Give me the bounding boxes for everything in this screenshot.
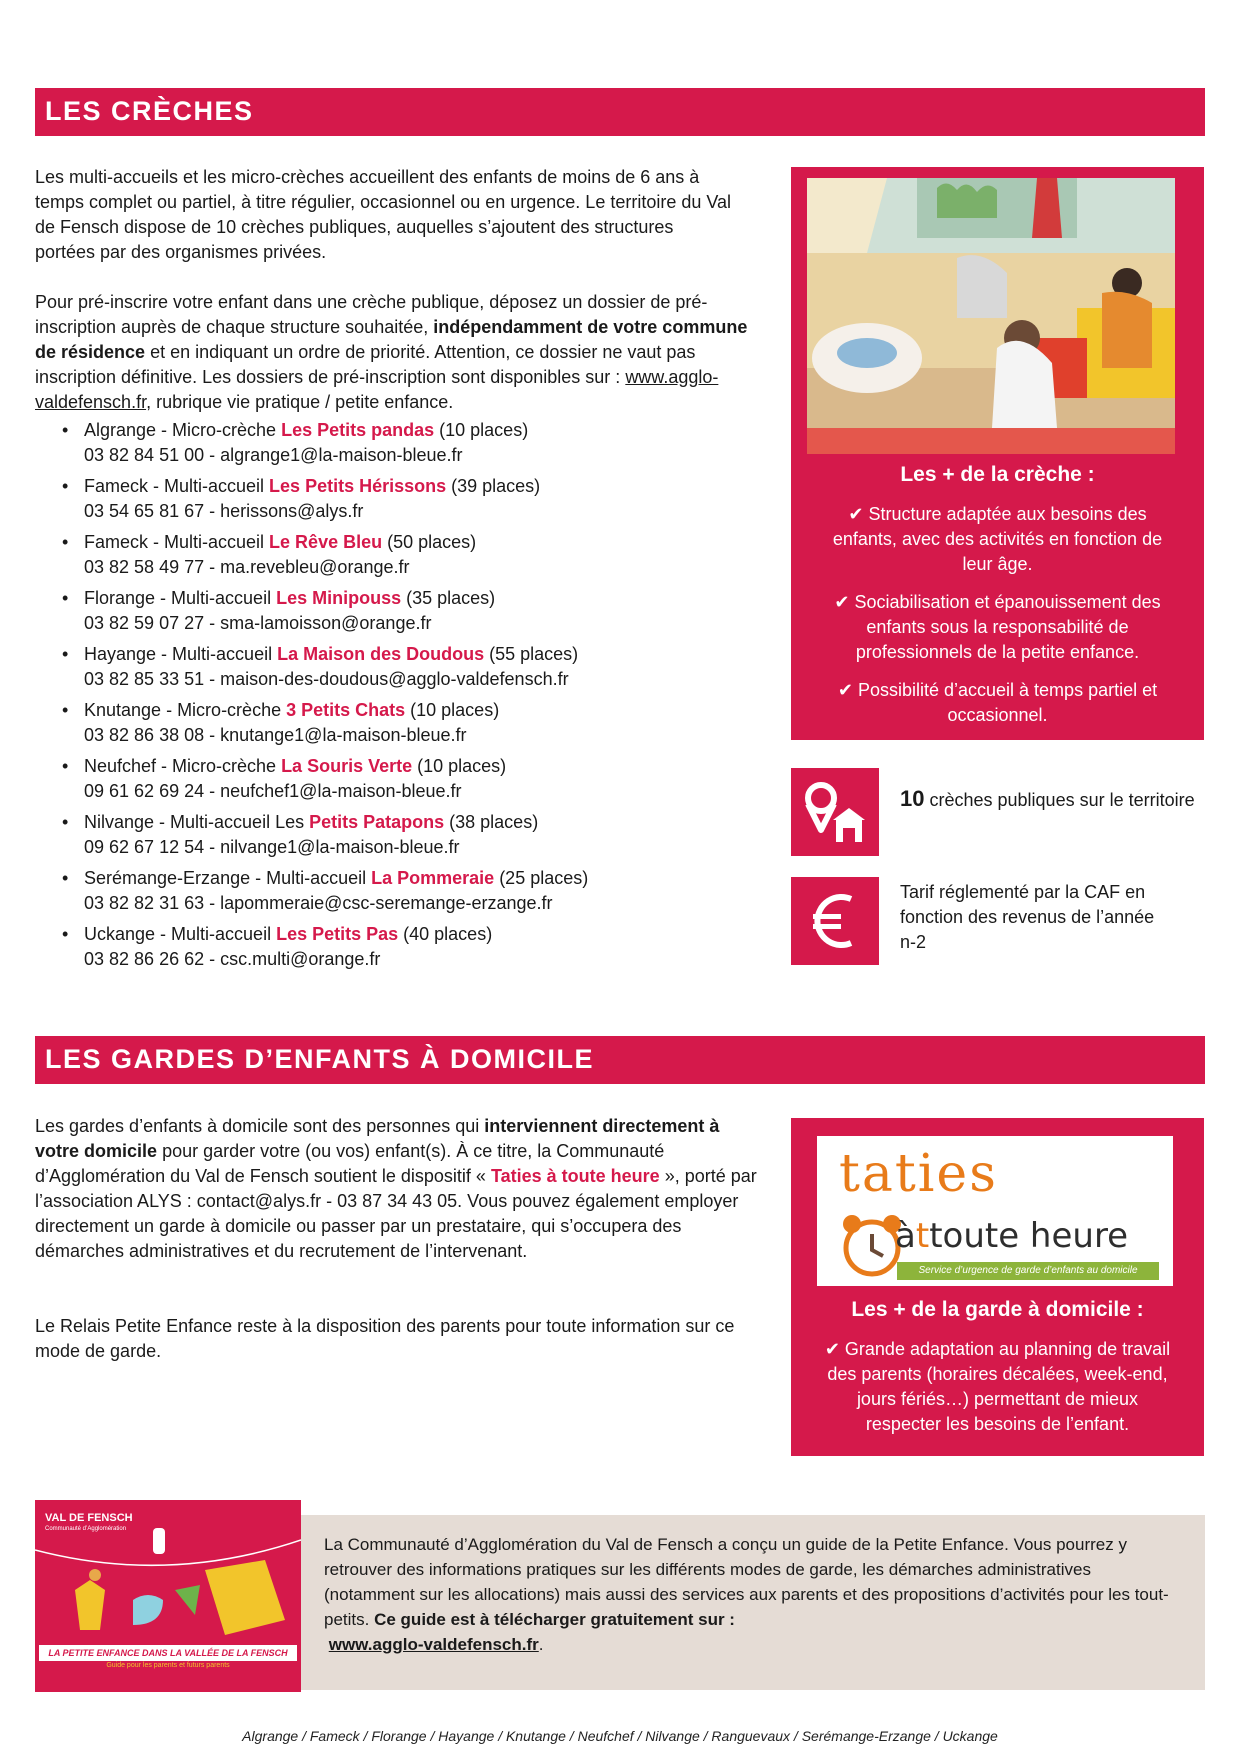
nursery-photo-illustration: [807, 178, 1175, 454]
gardes-paragraph-1: Les gardes d’enfants à domicile sont des personnes qui interviennent directement à votre domicile pour garder votre (ou vos) enfant(s). À ce titre, la Communauté d’Agglomération du Val de Fensch soutient le dispositif « Taties à toute heure », porté par l’association ALYS : contact@alys.fr - 03 87 34 43 05. Vous pouvez également employer directement un garde à domicile ou passer par un prestataire, qui s’occupera des démarches administratives et du recrutement de l’intervenant.: [35, 1116, 757, 1261]
creche-benefit-1: ✔ Structure adaptée aux besoins des enfants, avec des activités en fonction de leur âge.: [832, 504, 1163, 574]
nursery-photo: [807, 178, 1175, 454]
creche-name: Petits Patapons: [309, 812, 445, 832]
creche-benefit-2: ✔ Sociabilisation et épanouissement des enfants sous la responsabilité de professionnels de la petite enfance.: [834, 592, 1161, 662]
stat-creches-count: 10 crèches publiques sur le territoire: [900, 786, 1195, 811]
stat-tarif: Tarif réglementé par la CAF en fonction des revenus de l’année n-2: [900, 882, 1155, 952]
agglo-link[interactable]: www.agglo-valdefensch.fr: [35, 367, 719, 412]
creche-name: Les Minipouss: [276, 588, 402, 608]
creche-name: Le Rêve Bleu: [269, 532, 383, 552]
creche-benefits-title: Les + de la crèche :: [900, 463, 1095, 486]
garde-benefit-1: ✔ Grande adaptation au planning de travail des parents (horaires décalées, week-end, jours fériés…) permettant de mieux respecter les besoins de l’enfant.: [824, 1339, 1171, 1434]
creche-list-item: • Neufchef - Micro-crèche La Souris Verte (10 places) 09 61 62 69 24 - neufchef1@la-maison-bleue.fr: [62, 754, 762, 804]
creche-contact: 03 82 86 38 08 - knutange1@la-maison-bleue.fr: [84, 725, 467, 745]
guide-text: La Communauté d’Agglomération du Val de Fensch a conçu un guide de la Petite Enfance. Vous pourrez y retrouver des informations pratiques sur les différents modes de garde, les démarches administratives (notamment sur les allocations) mais aussi des services aux parents et des propositions d’activités pour les tout-petits. Ce guide est à télécharger gratuitement sur : www.agglo-valdefensch.fr.: [324, 1535, 1169, 1654]
creche-benefit-3: ✔ Possibilité d’accueil à temps partiel et occasionnel.: [837, 680, 1158, 725]
creche-list-item: • Knutange - Micro-crèche 3 Petits Chats (10 places) 03 82 86 38 08 - knutange1@la-maison-bleue.fr: [62, 698, 762, 748]
creche-contact: 09 62 67 12 54 - nilvange1@la-maison-bleue.fr: [84, 837, 460, 857]
creche-contact: 03 82 85 33 51 - maison-des-doudous@agglo-valdefensch.fr: [84, 669, 569, 689]
creche-contact: 03 82 84 51 00 - algrange1@la-maison-bleue.fr: [84, 445, 463, 465]
creche-contact: 09 61 62 69 24 - neufchef1@la-maison-bleue.fr: [84, 781, 462, 801]
creche-benefits-box: [791, 167, 1204, 740]
creche-list-item: • Florange - Multi-accueil Les Minipouss (35 places) 03 82 59 07 27 - sma-lamoisson@orange.fr: [62, 586, 762, 636]
creche-name: 3 Petits Chats: [286, 700, 406, 720]
creche-list-item: • Algrange - Micro-crèche Les Petits pandas (10 places) 03 82 84 51 00 - algrange1@la-maison-bleue.fr: [62, 418, 762, 468]
section-header-creches: LES CRÈCHES: [35, 88, 1205, 136]
creche-contact: 03 82 86 26 62 - csc.multi@orange.fr: [84, 949, 381, 969]
creche-list-item: • Hayange - Multi-accueil La Maison des Doudous (55 places) 03 82 85 33 51 - maison-des-doudous@agglo-valdefensch.fr: [62, 642, 762, 692]
creche-list-item: • Nilvange - Multi-accueil Les Petits Patapons (38 places) 09 62 67 12 54 - nilvange1@la-maison-bleue.fr: [62, 810, 762, 860]
creche-contact: 03 82 82 31 63 - lapommeraie@csc-seremange-erzange.fr: [84, 893, 553, 913]
creche-name: Les Petits Hérissons: [269, 476, 447, 496]
creche-name: Les Petits Pas: [276, 924, 399, 944]
footer-communes: Algrange / Fameck / Florange / Hayange / Knutange / Neufchef / Nilvange / Ranguevaux / Serémange-Erzange / Uckange: [242, 1728, 998, 1744]
euro-icon: [791, 877, 879, 965]
creches-intro: Les multi-accueils et les micro-crèches accueillent des enfants de moins de 6 ans à temps complet ou partiel, à titre régulier, occasionnel ou en urgence. Le territoire du Val de Fensch dispose de 10 crèches publiques, auquelles s’ajoutent des structures portées par des organismes privées.: [35, 167, 732, 262]
section-header-gardes: LES GARDES D’ENFANTS À DOMICILE: [35, 1036, 1205, 1084]
guide-download-link[interactable]: www.agglo-valdefensch.fr: [328, 1635, 539, 1654]
garde-benefits-box: [791, 1118, 1204, 1456]
creche-list-item: • Uckange - Multi-accueil Les Petits Pas (40 places) 03 82 86 26 62 - csc.multi@orange.fr: [62, 922, 762, 972]
guide-cover: VAL DE FENSCH Communauté d’Agglomération LA PETITE ENFANCE DANS LA VALLÉE DE LA FENSCH Guide pour les parents et futurs parents: [35, 1500, 301, 1692]
map-pin-icon: [791, 768, 879, 856]
creche-name: La Pommeraie: [371, 868, 495, 888]
creche-list-item: • Fameck - Multi-accueil Le Rêve Bleu (50 places) 03 82 58 49 77 - ma.revebleu@orange.fr: [62, 530, 762, 580]
taties-logo: taties àttoute heure Service d’urgence de garde d’enfants au domicile: [817, 1136, 1173, 1286]
creche-contact: 03 82 59 07 27 - sma-lamoisson@orange.fr: [84, 613, 432, 633]
creche-name: La Souris Verte: [281, 756, 413, 776]
garde-benefits-title: Les + de la garde à domicile :: [851, 1298, 1144, 1321]
creche-name: La Maison des Doudous: [277, 644, 485, 664]
creches-preinscription: Pour pré-inscrire votre enfant dans une crèche publique, déposez un dossier de pré-inscription auprès de chaque structure souhaitée, indépendamment de votre commune de résidence et en indiquant un ordre de priorité. Attention, ce dossier ne vaut pas inscription définitive. Les dossiers de pré-inscription sont disponibles sur : www.agglo-valdefensch.fr, rubrique vie pratique / petite enfance.: [35, 292, 748, 412]
creche-contact: 03 82 58 49 77 - ma.revebleu@orange.fr: [84, 557, 410, 577]
creche-name: Les Petits pandas: [281, 420, 435, 440]
creche-list-item: • Serémange-Erzange - Multi-accueil La Pommeraie (25 places) 03 82 82 31 63 - lapommeraie@csc-seremange-erzange.fr: [62, 866, 762, 916]
creches-list: [62, 418, 762, 978]
creche-contact: 03 54 65 81 67 - herissons@alys.fr: [84, 501, 364, 521]
creche-list-item: • Fameck - Multi-accueil Les Petits Hérissons (39 places) 03 54 65 81 67 - herissons@alys.fr: [62, 474, 762, 524]
gardes-paragraph-2: Le Relais Petite Enfance reste à la disposition des parents pour toute information sur ce mode de garde.: [35, 1316, 735, 1361]
